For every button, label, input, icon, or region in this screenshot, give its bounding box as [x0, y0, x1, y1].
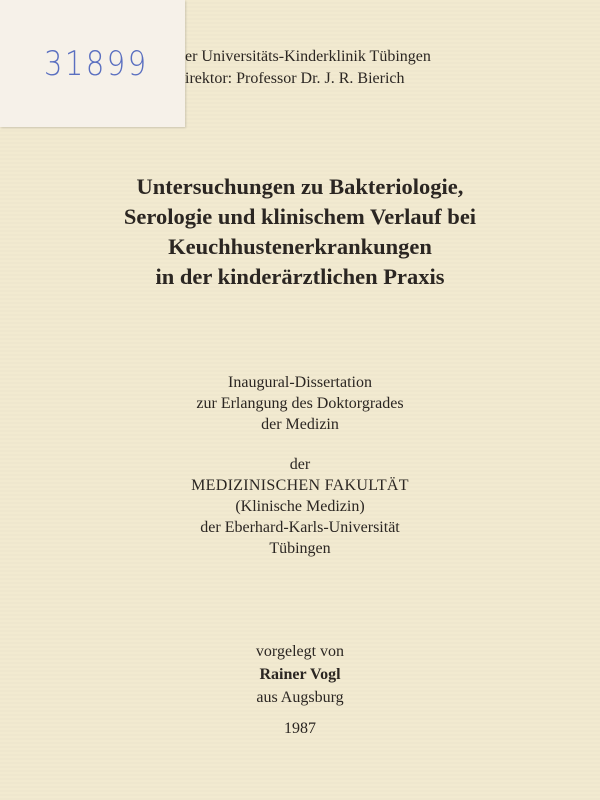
presented-by: vorgelegt von: [255, 643, 345, 660]
library-sticker: [0, 0, 185, 127]
degree-line: Inaugural-Dissertation: [228, 374, 372, 391]
year: 1987: [284, 720, 316, 737]
author-name: Rainer Vogl: [259, 666, 341, 683]
degree-block: [0, 372, 600, 435]
university-name: der Eberhard-Karls-Universität: [200, 519, 400, 536]
title-line: Untersuchungen zu Bakteriologie,: [136, 174, 464, 199]
title-line: Serologie und klinischem Verlauf bei: [123, 204, 477, 229]
faculty-line: (Klinische Medizin): [235, 498, 365, 515]
director-line: irektor: Professor Dr. J. R. Bierich: [185, 70, 405, 87]
dissertation-title: [0, 172, 600, 292]
title-line: in der kinderärztlichen Praxis: [155, 264, 445, 289]
title-line: Keuchhustenerkrankungen: [168, 234, 432, 259]
degree-line: der Medizin: [261, 416, 339, 433]
author-block: [0, 640, 600, 740]
faculty-name: MEDIZINISCHEN FAKULTÄT: [191, 477, 409, 494]
faculty-line: der: [289, 456, 311, 473]
faculty-block: [0, 454, 600, 559]
institution-line: er Universitäts-Kinderklinik Tübingen: [185, 48, 431, 65]
call-number: 31899: [44, 44, 149, 84]
city: Tübingen: [269, 540, 331, 557]
author-origin: aus Augsburg: [256, 689, 344, 706]
degree-line: zur Erlangung des Doktorgrades: [196, 395, 404, 412]
